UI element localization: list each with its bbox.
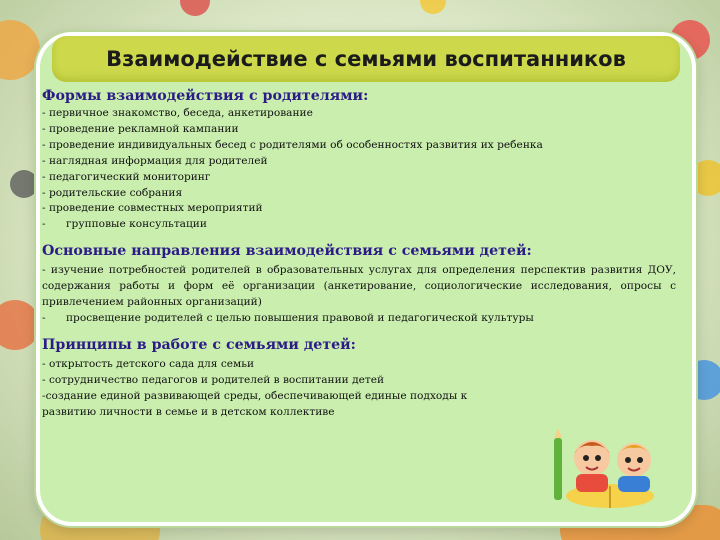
list-item: развитию личности в семье и в детском коллективе (42, 405, 335, 418)
page-title: Взаимодействие с семьями воспитанников (106, 47, 626, 71)
toy-decoration (420, 0, 446, 14)
list-item-text: просвещение родителей с целью повышения правовой и педагогической культуры (66, 311, 534, 324)
pencil-icon (554, 438, 562, 500)
list-item: -создание единой развивающей среды, обеспечивающей единые подходы к (42, 389, 468, 402)
list-item: - открытость детского сада для семьи (42, 357, 255, 370)
children-reading-illustration (548, 424, 666, 510)
toy-decoration (180, 0, 210, 16)
list-item (42, 311, 676, 327)
list-item: - наглядная информация для родителей (42, 154, 268, 167)
list-item: - первичное знакомство, беседа, анкетирование (42, 107, 313, 119)
list-item: - родительские собрания (42, 186, 183, 199)
list-dash: - (42, 311, 46, 324)
slide-content (42, 84, 676, 421)
toy-decoration (0, 300, 40, 350)
section-heading-principles: Принципы в работе с семьями детей: (42, 336, 356, 353)
list-item (42, 217, 676, 233)
list-dash: - (42, 218, 46, 231)
list-item: - проведение индивидуальных бесед с родителями об особенностях развития их ребенка (42, 138, 543, 151)
child-face-icon (617, 443, 651, 477)
list-item-text: групповые консультации (66, 218, 207, 231)
list-item: - сотрудничество педагогов и родителей в воспитании детей (42, 373, 385, 386)
toy-decoration (10, 170, 38, 198)
section-heading-directions: Основные направления взаимодействия с семьями детей: (42, 243, 532, 260)
list-item: - педагогический мониторинг (42, 170, 211, 183)
list-item: - проведение совместных мероприятий (42, 202, 263, 215)
list-item: - проведение рекламной кампании (42, 122, 239, 135)
list-item: - изучение потребностей родителей в образовательных услугах для определения перспектив развития ДОУ, содержания работы и форм её организации (анкетирование, социологические исследования, опросы с привлечением районных организаций) (42, 264, 676, 309)
section-heading-forms: Формы взаимодействия с родителями: (42, 88, 369, 104)
toy-decoration (0, 20, 40, 80)
